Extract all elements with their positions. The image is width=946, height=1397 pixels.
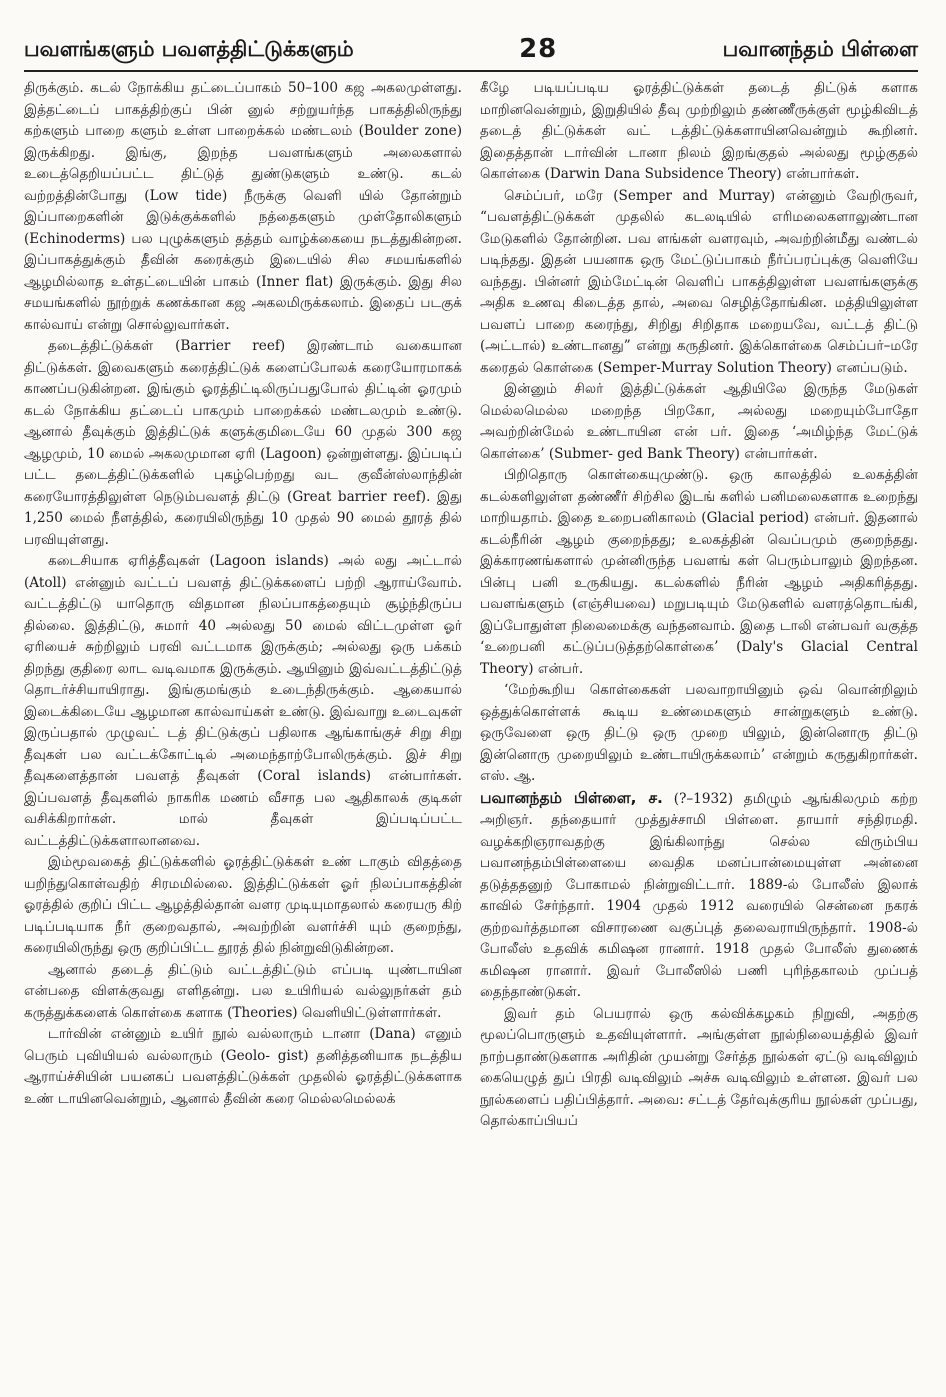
paragraph (480, 186, 918, 380)
paragraph (480, 788, 918, 1004)
paragraph (480, 1004, 918, 1133)
paragraph (24, 1024, 462, 1110)
paragraph (24, 78, 462, 336)
page-number: 28 (519, 34, 558, 64)
paragraph-text: இவர் தம் பெயரால் ஒரு கல்விக்கழகம் நிறுவி, அதற்கு மூலப்பொருளும் உதவியுள்ளார். அங்குள்ள நூல்நிலையத்தில் இவர் நாற்பதாண்டுகளாக அரிதின் முயன்று சேர்த்த நூல்கள் ஏட்டு வடிவிலும் கையெழுத் துப் பிரதி வடிவிலும் அச்சு வடிவிலும் உள்ளன. இவர் பல நூல்களைப் பதிப்பித்தார். அவை: சட்டத் தேர்வுக்குரிய நூல்கள் முப்பது, தொல்காப்பியப் (480, 1005, 918, 1129)
paragraph-text: டார்வின் என்னும் உயிர் நூல் வல்லாரும் டானா (Dana) எனும் பெரும் புவியியல் வல்லாரும் (Geolo- gist) தனித்தனியாக நடத்திய ஆராய்ச்சியின் பயனகப் பவளத்திட்டுக்கள் முதலில் ஓரத்திட்டுக்களாக உண் டாயினவென்றும், ஆனால் தீவின் கரை மெல்லமெல்லக் (24, 1026, 462, 1107)
paragraph (24, 960, 462, 1025)
paragraph (480, 379, 918, 465)
columns (24, 78, 918, 1396)
paragraph (480, 465, 918, 680)
paragraph (480, 680, 918, 788)
paragraph-text: திருக்கும். கடல் நோக்கிய தட்டைப்பாகம் 50–100 கஜ அகலமுள்ளது. இத்தட்டைப் பாகத்திற்குப் பின் னுல் சற்றுயர்ந்த பாகத்திலிருந்து கற்களும் பாறை களும் உள்ள பாறைக்கல் மண்டலம் (Boulder zone) இருக்கிறது. இங்கு, இறந்த பவளங்களும் அலைகளால் உடைத்தெறியப்பட்ட திட்டுத் துண்டுகளும் உண்டு. கடல் வற்றத்தின்போது (Low tide) நீருக்கு வெளி யில் தோன்றும் இப்பாறைகளின் இடுக்குக்களில் நத்தைகளும் முள்தோலிகளும் (Echinoderms) பல புழுக்களும் தத்தம் வாழ்க்கையை நடத்துகின்றன. இப்பாகத்துக்கும் தீவின் கரைக்கும் இடையில் சில சமயங்களில் ஆழமில்லாத உள்தட்டையின் பாகம் (Inner flat) இருக்கும். இது சில சமயங்களில் நூற்றுக் கணக்கான கஜ அகலமிருக்கலாம். இதைப் படகுக் கால்வாய் என்று சொல்லுவார்கள். (24, 80, 462, 333)
paragraph (24, 551, 462, 852)
paragraph-text: கடைசியாக ஏரித்தீவுகள் (Lagoon islands) அல் லது அட்டால் (Atoll) என்னும் வட்டப் பவளத் திட்டுக்களைப் பற்றி ஆராய்வோம். வட்டத்திட்டு யாதொரு விதமான நிலப்பாகத்தையும் சூழ்ந்திருப்ப தில்லை. இத்திட்டு, சுமார் 40 அல்லது 50 மைல் விட்டமுள்ள ஓர் ஏரியைச் சுற்றிலும் பரவி வட்டமாக இருக்கும்; அல்லது ஒரு பக்கம் திறந்து குதிரை லாட வடிவமாக இருக்கும். ஆயினும் இவ்வட்டத்திட்டுத் தொடர்ச்சியாயிராது. இங்குமங்கும் உடைந்திருக்கும். ஆகையால் இடைக்கிடையே ஆழமான கால்வாய்கள் உண்டு. இவ்வாறு உடைவுகள் இருப்பதால் முழுவட் டத் திட்டுக்குப் பதிலாக ஆங்காங்குச் சிறு சிறு தீவுகள் பல வட்டக்கோட்டில் அமைந்தாற்போலிருக்கும். இச் சிறு தீவுகளைத்தான் பவளத் தீவுகள் (Coral islands) என்பார்கள். இப்பவளத் தீவுகளில் நாகரிக மணம் வீசாத பல ஆதிகாலக் குடிகள் வசிக்கிறார்கள். மால் தீவுகள் இப்படிப்பட்ட வட்டத்திட்டுக்களாலானவை. (24, 553, 462, 849)
paragraph (480, 78, 918, 186)
header-right-title: பவானந்தம் பிள்ளை (722, 37, 918, 61)
entry-heading: பவானந்தம் பிள்ளை, ச. (480, 788, 663, 807)
paragraph-text: ஆனால் தடைத் திட்டும் வட்டத்திட்டும் எப்படி யுண்டாயின என்பதை விளக்குவது எளிதன்று. பல உயிரியல் வல்லுநர்கள் தம் கருத்துக்களைக் கொள்கை களாக (Theories) வெளியிட்டுள்ளார்கள். (24, 961, 462, 1021)
paragraph-text: பிறிதொரு கொள்கையுமுண்டு. ஒரு காலத்தில் உலகத்தின் கடல்களிலுள்ள தண்ணீர் சிற்சில இடங் களில் பனிமலைகளாக உறைந்து மாறியதாம். இதை உறைபனிகாலம் (Glacial period) என்பர். இதனால் கடல்நீரின் ஆழம் குறைந்தது; உலகத்தின் வெப்பமும் குறைந்தது. இக்காரணங்களால் முன்னிருந்த பவளங் கள் பெரும்பாலும் இறந்தன. பின்பு பனி உருகியது. கடல்களில் நீரின் ஆழம் அதிகரித்தது. பவளங்களும் (எஞ்சியவை) மறுபடியும் மேடுகளில் வளரத்தொடங்கி, இப்போதுள்ள நிலைமைக்கு வந்தனவாம். இதை டாலி என்பவர் வகுத்த ‘உறைபனி கட்டுப்படுத்தற்கொள்கை’ (Daly's Glacial Central Theory) என்பர். (480, 467, 918, 677)
paragraph-text: ‘மேற்கூறிய கொள்கைகள் பலவாறாயினும் ஒவ் வொன்றிலும் ஒத்துக்கொள்ளக் கூடிய உண்மைகளும் சான்றுகளும் உண்டு. ஒருவேளை ஒரு திட்டு ஒரு முறை யிலும், இன்னொரு திட்டு இன்னொரு முறையிலும் உண்டாயிருக்கலாம்’ என்றும் கருதுகிறார்கள். எஸ். ஆ. (480, 682, 918, 784)
paragraph-text: இம்மூவகைத் திட்டுக்களில் ஓரத்திட்டுக்கள் உண் டாகும் விதத்தை யறிந்துகொள்வதிற் சிரமமில்லை. இத்திட்டுக்கள் ஓர் நிலப்பாகத்தின் ஓரத்தில் குறிப் பிட்ட ஆழத்தில்தான் வளர முடியுமாதலால் கரையரு கிற் படிப்படியாக நீர் குறைவதால், அவற்றின் வளர்ச்சி யும் குறைந்து, கரையிலிருந்து ஒரு குறிப்பிட்ட தூரத் தில் நின்றுவிடுகின்றன. (24, 854, 462, 956)
paragraph (24, 852, 462, 960)
header-left-title: பவளங்களும் பவளத்திட்டுக்களும் (24, 37, 354, 61)
right-column (480, 78, 918, 1396)
paragraph-text: இன்னும் சிலர் இத்திட்டுக்கள் ஆதியிலே இருந்த மேடுகள் மெல்லமெல்ல மறைந்த பிறகோ, அல்லது மறையும்போதோ அவற்றின்மேல் உண்டாயின என் பர். இதை ‘அமிழ்ந்த மேட்டுக் கொள்கை’ (Submer- ged Bank Theory) என்பார்கள். (480, 381, 918, 462)
running-header (24, 30, 918, 70)
left-column (24, 78, 462, 1396)
paragraph-text: கீழே படியப்படிய ஓரத்திட்டுக்கள் தடைத் திட்டுக் களாக மாறினவென்றும், இறுதியில் தீவு முற்றிலும் தண்ணீருக்குள் மூழ்கிவிடத் தடைத் திட்டுக்கள் வட் டத்திட்டுக்களாயினவென்றும் கூறினர். இதைத்தான் டார்வின் டானா நிலம் இறங்குதல் அல்லது மூழ்குதல் கொள்கை (Darwin Dana Subsidence Theory) என்பார்கள். (480, 80, 918, 182)
paragraph-text: தடைத்திட்டுக்கள் (Barrier reef) இரண்டாம் வகையான திட்டுக்கள். இவைகளும் கரைத்திட்டுக் களைப்போலக் கரையோரமாகக் காணப்படுகின்றன. இங்கும் ஓரத்திட்டிலிருப்பதுபோல் திட்டின் ஓரமும் கடல் நோக்கிய தட்டைப் பாகமும் பாறைக்கல் மண்டலமும் உண்டு. ஆனால் தீவுக்கும் இத்திட்டுக் களுக்குமிடையே 60 முதல் 300 கஜ ஆழமும், 10 மைல் அகலமுமான ஏரி (Lagoon) ஒன்றுள்ளது. இப்படிப் பட்ட தடைத்திட்டுக்களில் புகழ்பெற்றது வட குவீன்ஸ்லாந்தின் கரையோரத்திலுள்ள நெடும்பவளத் திட்டு (Great barrier reef). இது 1,250 மைல் நீளத்தில், கரையிலிருந்து 10 முதல் 90 மைல் தூரத் தில் பரவியுள்ளது. (24, 338, 462, 548)
paragraph (24, 336, 462, 551)
paragraph-text: செம்ப்பர், மரே (Semper and Murray) என்னும் வேறிருவர், “பவளத்திட்டுக்கள் முதலில் கடலடியில் எரிமலைகளாலுண்டான மேடுகளில் தோன்றின. பவ ளங்கள் வளரவும், அவற்றின்மீது வண்டல் படிந்தது. இதன் பயனாக ஒரு மேட்டுப்பாகம் நீர்ப்பரப்புக்கு வெளியே வந்தது. பின்னர் இம்மேட்டின் வெளிப் பாகத்திலுள்ள பவளங்களுக்கு அதிக உணவு கிடைத்த தால், அவை செழித்தோங்கின. மத்தியிலுள்ள பவளப் பாறை கரைந்து, சிறிது சிறிதாக மறையவே, வட்டத் திட்டு (அட்டால்) உண்டானது” என்று கருதினர். இக்கொள்கை செம்ப்பர்–மரே கரைதல் கொள்கை (Semper-Murray Solution Theory) எனப்படும். (480, 187, 918, 376)
paragraph-text: (?–1932) தமிழும் ஆங்கிலமும் கற்ற அறிஞர். தந்தையார் முத்துச்சாமி பிள்ளை. தாயார் சந்திரமதி. வழக்கறிஞராவதற்கு இங்கிலாந்து செல்ல விரும்பிய பவானந்தம்பிள்ளையை வைதிக மனப்பான்மையுள்ள அன்னை தடுத்ததனுற் போகாமல் நின்றுவிட்டார். 1889-ல் போலீஸ் இலாக் காவில் சேர்ந்தார். 1904 முதல் 1912 வரையில் சென்னை நகரக் குற்றவர்த்தமான விசாரணை வகுப்புத் தலைவராயிருந்தார். 1908-ல் போலீஸ் உதவிக் கமிஷன ரானார். 1918 முதல் போலீஸ் துணைக் கமிஷன ரானார். இவர் போலீஸில் பணி புரிந்தகாலம் முப்பத் தைந்தாண்டுகள். (480, 790, 918, 1000)
header-rule (24, 70, 918, 72)
